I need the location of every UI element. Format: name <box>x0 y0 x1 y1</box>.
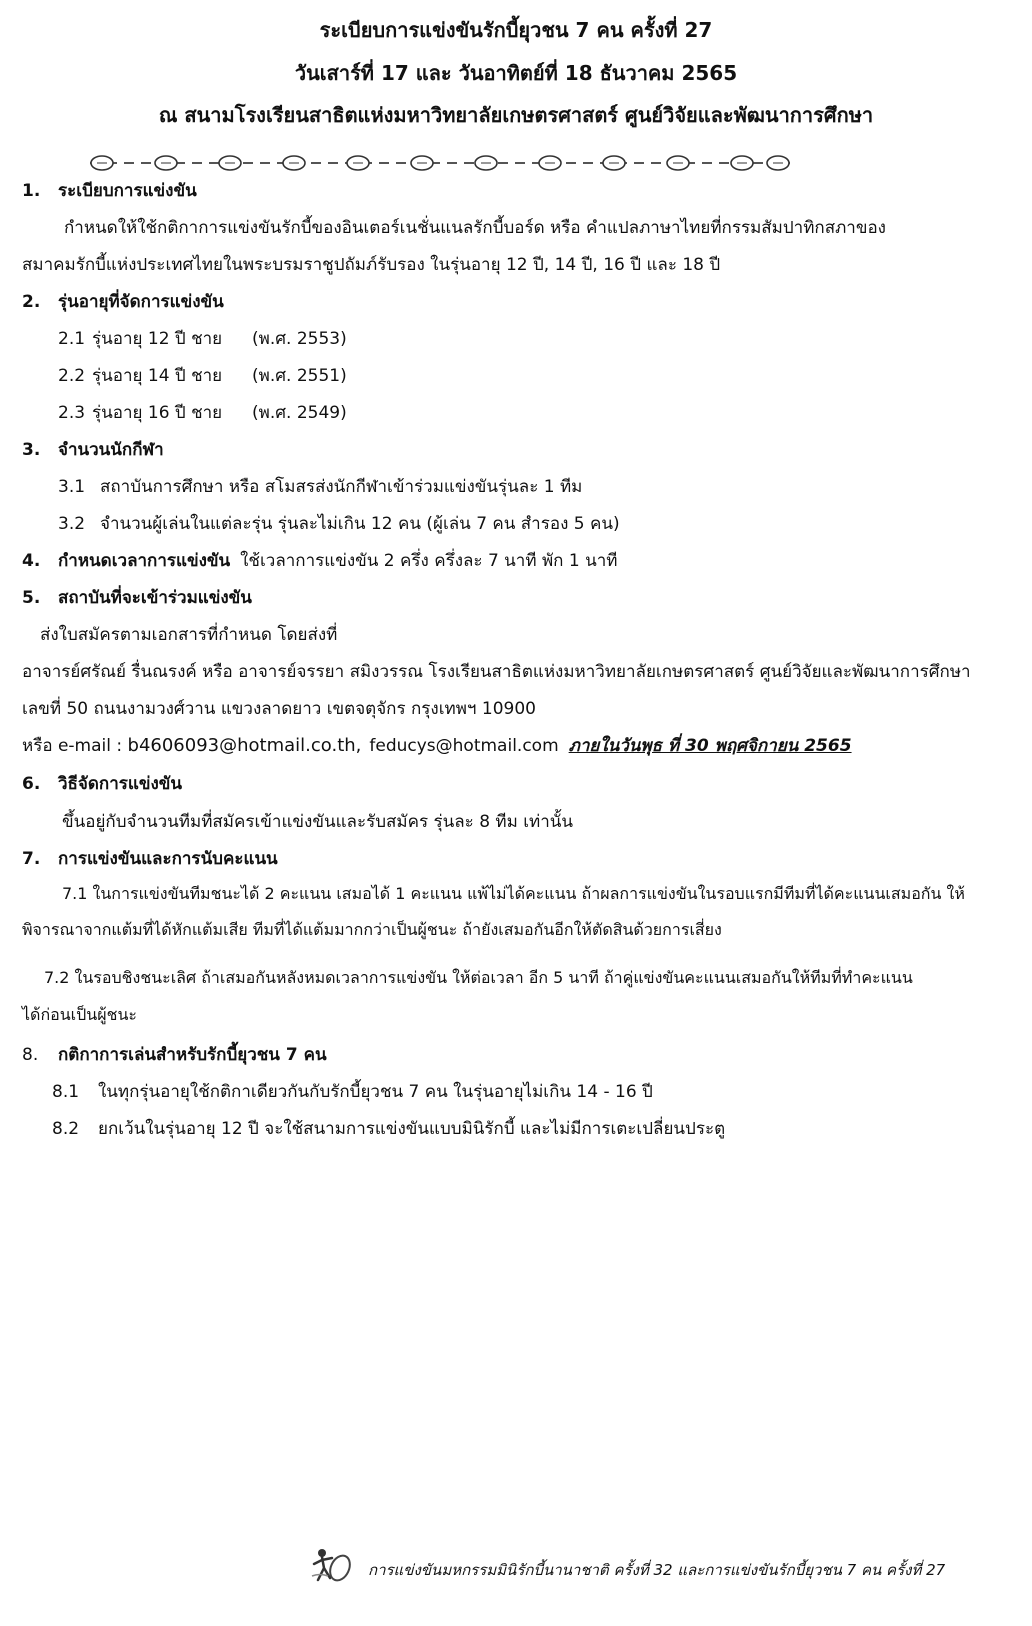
footer-text: การแข่งขันมหกรรมมินิรักบี้นานาชาติ ครั้งที่ 32 และการแข่งขันรักบี้ยุวชน 7 คน ครั้งที่ 27 <box>368 1561 946 1579</box>
age-group-year: (พ.ศ. 2551) <box>252 366 347 386</box>
section-3-number: 3. <box>22 440 41 460</box>
scoring-rule-7-2-line-2: ได้ก่อนเป็นผู้ชนะ <box>22 1005 137 1024</box>
section-1-line-2: สมาคมรักบี้แห่งประเทศไทยในพระบรมราชูปถัมภ์รับรอง ในรุ่นอายุ 12 ปี, 14 ปี, 16 ปี และ 18 ปี <box>22 255 721 275</box>
age-group-label: รุ่นอายุ 14 ปี ชาย <box>92 366 223 386</box>
email-link-primary[interactable]: b4606093@hotmail.co.th, <box>127 735 362 756</box>
section-4-heading <box>22 547 617 574</box>
section-5-line-3: เลขที่ 50 ถนนงามวงศ์วาน แขวงลาดยาว เขตจตุจักร กรุงเทพฯ 10900 <box>22 699 536 719</box>
athlete-rule-item <box>58 473 582 500</box>
section-6-number: 6. <box>22 774 41 794</box>
age-group-year: (พ.ศ. 2553) <box>252 329 347 349</box>
section-5-heading <box>22 584 252 611</box>
age-group-item <box>58 325 347 352</box>
scoring-rule-7-1-line-2: พิจารณาจากแต้มที่ได้หักแต้มเสีย ทีมที่ได้แต้มมากกว่าเป็นผู้ชนะ ถ้ายังเสมอกันอีกให้ตัดสินด้วยการเสี่ยง <box>22 920 722 939</box>
section-6-title: วิธีจัดการแข่งขัน <box>58 774 183 794</box>
section-7-heading <box>22 845 278 872</box>
scoring-rule-7-2-line-1: 7.2 ในรอบชิงชนะเลิศ ถ้าเสมอกันหลังหมดเวลาการแข่งขัน ให้ต่อเวลา อีก 5 นาที ถ้าคู่แข่งขันคะแนนเสมอกันให้ทีมที่ทำคะแนน <box>44 968 913 987</box>
page-footer <box>310 1546 990 1586</box>
age-group-number: 2.1 <box>58 329 86 349</box>
section-8-number: 8. <box>22 1045 39 1065</box>
athlete-rule-number: 3.1 <box>58 477 86 497</box>
play-rule-item <box>52 1115 725 1142</box>
section-5-line-2: อาจารย์ศรัณย์ รื่นณรงค์ หรือ อาจารย์จรรยา สมิงวรรณ โรงเรียนสาธิตแห่งมหาวิทยาลัยเกษตรศาสตร์ ศูนย์วิจัยและพัฒนาการศึกษา <box>22 662 971 682</box>
rugby-ball-divider <box>90 153 790 173</box>
section-2-title: รุ่นอายุที่จัดการแข่งขัน <box>58 292 224 312</box>
application-deadline: ภายในวันพุธ ที่ 30 พฤศจิกายน 2565 <box>568 736 852 756</box>
section-7-title: การแข่งขันและการนับคะแนน <box>58 849 278 869</box>
section-4-text: ใช้เวลาการแข่งขัน 2 ครึ่ง ครึ่งละ 7 นาที พัก 1 นาที <box>240 551 618 571</box>
section-5-title: สถาบันที่จะเข้าร่วมแข่งขัน <box>58 588 252 608</box>
rugby-player-logo-icon <box>310 1546 356 1586</box>
section-1-heading <box>22 177 197 204</box>
email-prefix: หรือ e-mail : <box>22 736 128 756</box>
section-3-heading <box>22 436 164 463</box>
section-8-title: กติกาการเล่นสำหรับรักบี้ยุวชน 7 คน <box>58 1045 327 1065</box>
email-link-secondary[interactable]: feducys@hotmail.com <box>369 736 559 756</box>
age-group-label: รุ่นอายุ 12 ปี ชาย <box>92 329 223 349</box>
athlete-rule-number: 3.2 <box>58 514 86 534</box>
section-1-line-1: กำหนดให้ใช้กติกาการแข่งขันรักบี้ของอินเตอร์เนชั่นแนลรักบี้บอร์ด หรือ คำแปลภาษาไทยที่กรรมสัมปาทิกสภาของ <box>64 218 886 238</box>
age-group-item <box>58 362 347 389</box>
athlete-rule-item <box>58 510 620 537</box>
section-7-number: 7. <box>22 849 41 869</box>
age-group-number: 2.3 <box>58 403 86 423</box>
section-4-number: 4. <box>22 551 41 571</box>
section-4-title: กำหนดเวลาการแข่งขัน <box>58 551 231 571</box>
doc-date: วันเสาร์ที่ 17 และ วันอาทิตย์ที่ 18 ธันวาคม 2565 <box>294 61 738 85</box>
age-group-year: (พ.ศ. 2549) <box>252 403 347 423</box>
section-6-heading <box>22 770 182 797</box>
play-rule-number: 8.2 <box>52 1119 80 1139</box>
section-8-heading <box>22 1041 327 1068</box>
play-rule-item <box>52 1078 653 1105</box>
play-rule-number: 8.1 <box>52 1082 80 1102</box>
section-2-number: 2. <box>22 292 41 312</box>
section-2-heading <box>22 288 224 315</box>
section-5-number: 5. <box>22 588 41 608</box>
athlete-rule-text: สถาบันการศึกษา หรือ สโมสรส่งนักกีฬาเข้าร่วมแข่งขันรุ่นละ 1 ทีม <box>100 477 583 497</box>
age-group-item <box>58 399 347 426</box>
doc-venue: ณ สนามโรงเรียนสาธิตแห่งมหาวิทยาลัยเกษตรศาสตร์ ศูนย์วิจัยและพัฒนาการศึกษา <box>158 103 874 127</box>
section-1-number: 1. <box>22 181 41 201</box>
play-rule-text: ในทุกรุ่นอายุใช้กติกาเดียวกันกับรักบี้ยุวชน 7 คน ในรุ่นอายุไม่เกิน 14 - 16 ปี <box>98 1082 653 1102</box>
section-6-text: ขึ้นอยู่กับจำนวนทีมที่สมัครเข้าแข่งขันและรับสมัคร รุ่นละ 8 ทีม เท่านั้น <box>62 812 574 832</box>
age-group-number: 2.2 <box>58 366 86 386</box>
section-1-title: ระเบียบการแข่งขัน <box>58 181 197 201</box>
athlete-rule-text: จำนวนผู้เล่นในแต่ละรุ่น รุ่นละไม่เกิน 12 คน (ผู้เล่น 7 คน สำรอง 5 คน) <box>100 514 620 534</box>
section-5-line-1: ส่งใบสมัครตามเอกสารที่กำหนด โดยส่งที่ <box>40 625 338 645</box>
section-3-title: จำนวนนักกีฬา <box>58 440 164 460</box>
age-group-label: รุ่นอายุ 16 ปี ชาย <box>92 403 223 423</box>
scoring-rule-7-1-line-1: 7.1 ในการแข่งขันทีมชนะได้ 2 คะแนน เสมอได้ 1 คะแนน แพ้ไม่ได้คะแนน ถ้าผลการแข่งขันในรอบแรกมีทีมที่ได้คะแนนเสมอกัน ให้ <box>62 884 965 903</box>
play-rule-text: ยกเว้นในรุ่นอายุ 12 ปี จะใช้สนามการแข่งขันแบบมินิรักบี้ และไม่มีการเตะเปลี่ยนประตู <box>98 1119 726 1139</box>
contact-email-line <box>22 732 852 759</box>
doc-title: ระเบียบการแข่งขันรักบี้ยุวชน 7 คน ครั้งที่ 27 <box>319 18 713 42</box>
